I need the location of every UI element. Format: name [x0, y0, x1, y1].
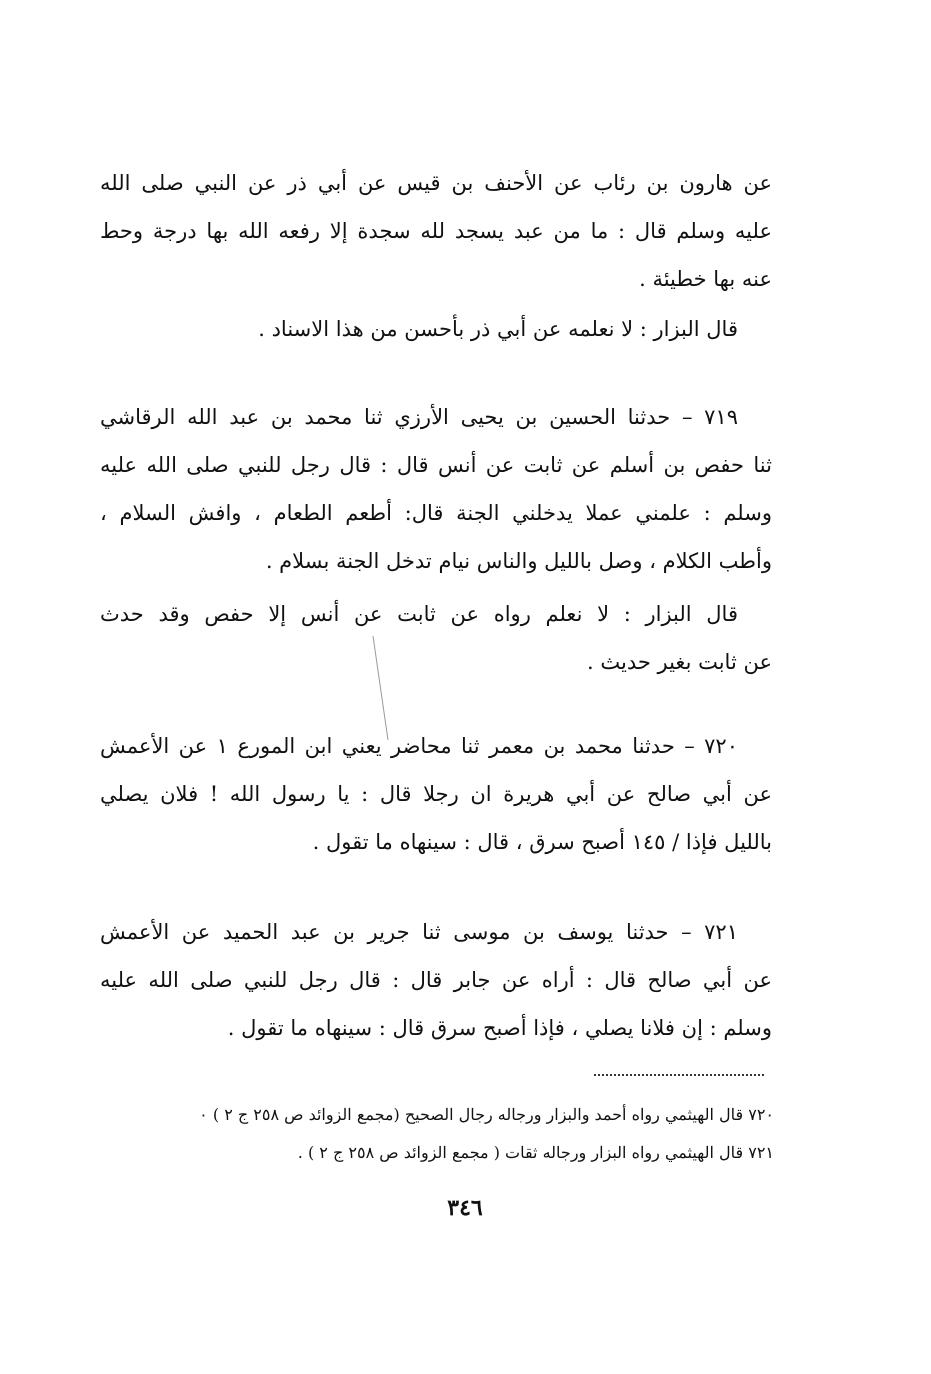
text-line: بالليل فإذا / ١٤٥ أصبح سرق ، قال : سينهاه ما تقول .: [312, 830, 772, 854]
text-line: ثنا حفص بن أسلم عن ثابت عن أنس قال : قال رجل للنبي صلى الله عليه: [100, 453, 772, 477]
bazzar-comment-paragraph: [100, 590, 772, 686]
text-line: قال البزار : لا نعلم رواه عن ثابت عن أنس إلا حفص وقد حدث: [100, 602, 738, 626]
text-line: وسلم : إن فلانا يصلي ، فإذا أصبح سرق قال : سينهاه ما تقول .: [227, 1016, 772, 1040]
text-line: ٧٢٠ – حدثنا محمد بن معمر ثنا محاضر يعني ابن المورع ١ عن الأعمش: [100, 734, 738, 758]
footnote-720: ٧٢٠ قال الهيثمي رواه أحمد والبزار ورجاله رجال الصحيح (مجمع الزوائد ص ٢٥٨ ج ٢ ) ٠: [199, 1105, 774, 1124]
footnote-separator: [594, 1074, 764, 1076]
text-line: عليه وسلم قال : ما من عبد يسجد لله سجدة إلا رفعه الله بها درجة وحط: [100, 219, 772, 243]
text-line: وأطب الكلام ، وصل بالليل والناس نيام تدخل الجنة بسلام .: [265, 549, 772, 573]
footnotes: [110, 1096, 774, 1172]
text-line: عن هارون بن رئاب عن الأحنف بن قيس عن أبي ذر عن النبي صلى الله: [100, 171, 772, 195]
hadith-continuation-paragraph: [100, 159, 772, 303]
text-line: عن ثابت بغير حديث .: [587, 650, 772, 674]
hadith-721-paragraph: [100, 908, 772, 1052]
page-number: ٣٤٦: [447, 1195, 483, 1221]
text-line: ٧١٩ – حدثنا الحسين بن يحيى الأرزي ثنا محمد بن عبد الله الرقاشي: [100, 405, 738, 429]
text-line: ٧٢١ – حدثنا يوسف بن موسى ثنا جرير بن عبد الحميد عن الأعمش: [100, 920, 738, 944]
text-line: وسلم : علمني عملا يدخلني الجنة قال: أطعم الطعام ، وافش السلام ،: [100, 501, 772, 525]
footnote-721: ٧٢١ قال الهيثمي رواه البزار ورجاله ثقات ( مجمع الزوائد ص ٢٥٨ ج ٢ ) .: [297, 1143, 774, 1162]
text-line: عن أبي صالح عن أبي هريرة ان رجلا قال : يا رسول الله ! فلان يصلي: [100, 782, 772, 806]
hadith-720-paragraph: [100, 722, 772, 866]
text-line: عن أبي صالح قال : أراه عن جابر قال : قال رجل للنبي صلى الله عليه: [100, 968, 772, 992]
hadith-719-paragraph: [100, 393, 772, 585]
text-line: عنه بها خطيئة .: [639, 267, 772, 291]
bazzar-comment-paragraph: [100, 305, 772, 353]
text-line: قال البزار : لا نعلمه عن أبي ذر بأحسن من هذا الاسناد .: [258, 317, 738, 341]
